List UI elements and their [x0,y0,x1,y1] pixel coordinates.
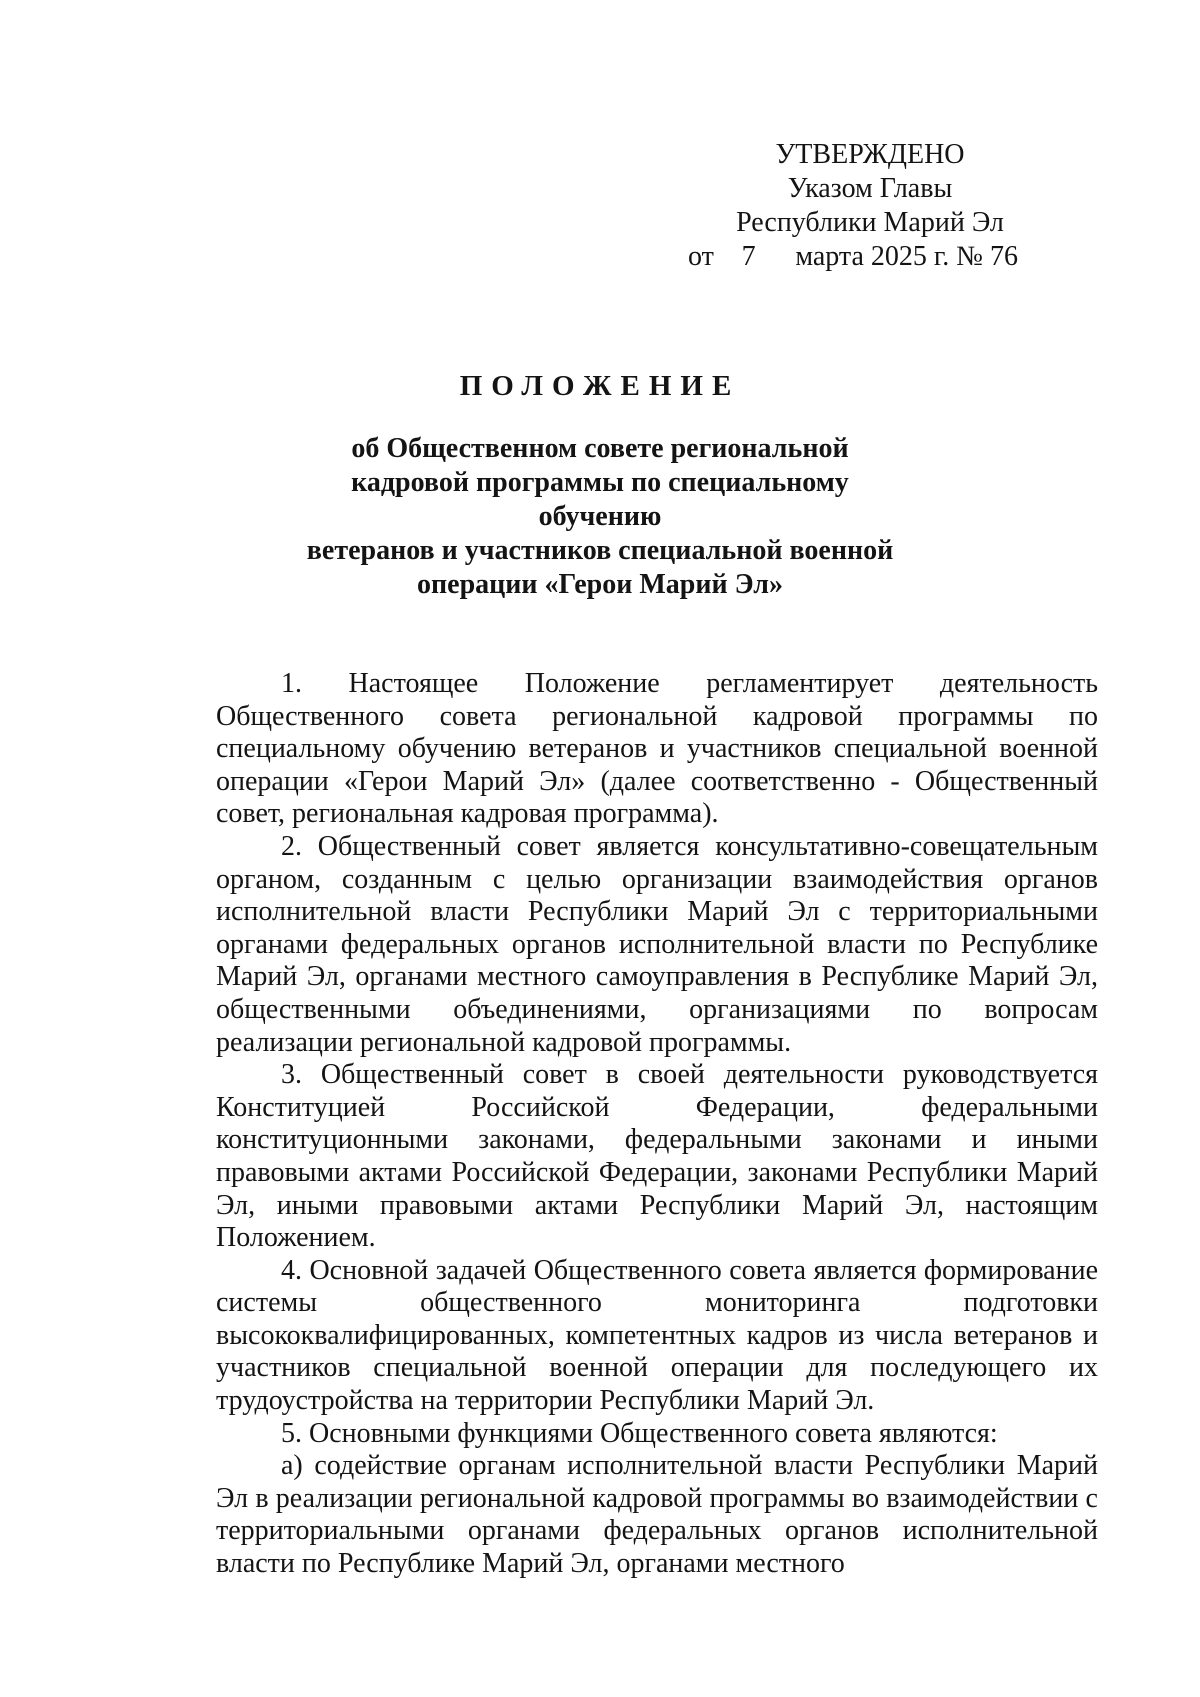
subtitle-line: кадровой программы по специальному обучению [351,467,849,532]
approval-heading: УТВЕРЖДЕНО [775,139,965,170]
subtitle-line: операции «Герои Марий Эл» [417,569,783,600]
paragraph-5: 5. Основными функциями Общественного совета являются: [281,1417,998,1449]
approval-date [688,240,1018,274]
paragraph-4: 4. Основной задачей Общественного совета является формирование системы общественного мониторинга подготовки высококвалифицированных, компетентных кадров из числа ветеранов и участников специальной военной операции для последующего их трудоустройства на территории Республики Марий Эл. [216,1254,1098,1417]
approval-date-day: 7 [741,241,756,272]
paragraph-1: 1. Настоящее Положение регламентирует деятельность Общественного совета региональной кадровой программы по специальному обучению ветеранов и участников специальной военной операции «Герои Марий Эл» (далее соответственно - Общественный совет, региональная кадровая программа). [216,668,1098,830]
approval-region: Республики Марий Эл [736,207,1004,238]
approval-date-prefix: от [688,241,714,272]
paragraph-2: 2. Общественный совет является консультативно-совещательным органом, созданным с целью организации взаимодействия органов исполнительной власти Республики Марий Эл с территориальными органами федеральных органов исполнительной власти по Республике Марий Эл, органами местного самоуправления в Республике Марий Эл, общественными объединениями, организациями по вопросам реализации региональной кадровой программы. [216,830,1098,1058]
approval-stamp [688,138,1040,274]
paragraph-3: 3. Общественный совет в своей деятельности руководствуется Конституцией Российской Федерации, федеральными конституционными законами, федеральными законами и иными правовыми актами Российской Федерации, законами Республики Марий Эл, иными правовыми актами Республики Марий Эл, настоящим Положением. [216,1059,1098,1254]
subtitle-line: ветеранов и участников специальной военной [306,535,894,566]
approval-issuer: Указом Главы [787,173,953,204]
approval-date-rest: марта 2025 г. № 76 [795,241,1018,272]
paragraph-5a: а) содействие органам исполнительной власти Республики Марий Эл в реализации региональной кадровой программы во взаимодействии с территориальными органами федеральных органов исполнительной власти по Республике Марий Эл, органами местного [216,1450,1098,1580]
subtitle-line: об Общественном совете региональной [351,433,849,464]
document-subtitle [300,432,900,602]
document-title: ПОЛОЖЕНИЕ [459,370,741,402]
document-body [216,668,1098,1581]
